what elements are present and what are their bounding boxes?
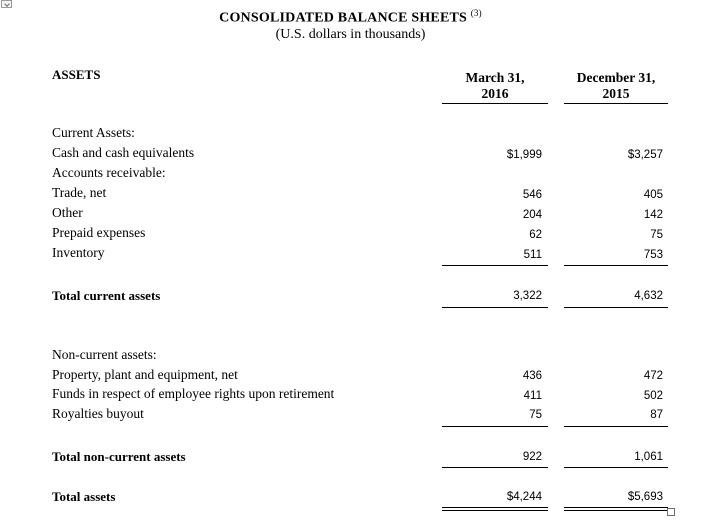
- value-total-noncurrent-2015: 1,061: [634, 451, 663, 463]
- row-label-inventory: Inventory: [52, 245, 105, 260]
- double-rule-bottom: [442, 510, 548, 511]
- value-other-2016: 204: [522, 209, 542, 221]
- title-footnote-ref: (3): [470, 8, 482, 18]
- document-subtitle: (U.S. dollars in thousands): [275, 27, 426, 42]
- value-total-current-2016: 3,322: [513, 290, 542, 302]
- value-royalties-2016: 75: [529, 409, 542, 421]
- total-rule: [442, 307, 548, 308]
- noncurrent-assets-heading: Non-current assets:: [52, 347, 157, 362]
- row-label-total-assets: Total assets: [52, 489, 116, 504]
- value-prepaid-2015: 75: [650, 229, 663, 241]
- subtotal-rule: [564, 426, 668, 427]
- value-total-assets-2016: $4,244: [506, 491, 542, 503]
- section-heading-assets: ASSETS: [52, 67, 101, 82]
- value-trade-2016: 546: [522, 189, 542, 201]
- row-label-total-noncurrent-assets: Total non-current assets: [52, 449, 186, 464]
- document-title: CONSOLIDATED BALANCE SHEETS $^{(3)}$: [219, 8, 482, 26]
- double-rule-top: [442, 507, 548, 508]
- value-other-2015: 142: [643, 209, 663, 221]
- anchor-icon: [1, 0, 12, 8]
- column-header-rule: [564, 103, 668, 104]
- row-label-employee-funds: Funds in respect of employee rights upon retirement: [52, 386, 335, 401]
- row-label-royalties: Royalties buyout: [52, 406, 144, 421]
- value-cash-2015: $3,257: [627, 149, 663, 161]
- total-rule: [564, 467, 668, 468]
- subtotal-rule: [442, 265, 548, 266]
- row-label-trade: Trade, net: [52, 185, 107, 200]
- row-label-total-current-assets: Total current assets: [52, 288, 161, 303]
- value-ppe-2015: 472: [643, 370, 663, 382]
- value-total-assets-2015: $5,693: [627, 491, 663, 503]
- double-rule-top: [564, 507, 668, 508]
- value-inventory-2016: 511: [523, 249, 542, 261]
- row-label-ppe: Property, plant and equipment, net: [52, 367, 238, 382]
- subtotal-rule: [564, 265, 668, 266]
- value-inventory-2015: 753: [643, 249, 663, 261]
- value-employee-funds-2016: 411: [523, 390, 542, 402]
- row-label-other: Other: [52, 205, 83, 220]
- value-employee-funds-2015: 502: [643, 390, 663, 402]
- column-header-march-2016: March 31, 2016: [465, 70, 525, 101]
- column-header-dec-2015: December 31, 2015: [576, 70, 656, 101]
- value-ppe-2016: 436: [522, 370, 542, 382]
- accounts-receivable-heading: Accounts receivable:: [52, 165, 166, 180]
- current-assets-heading: Current Assets:: [52, 125, 135, 140]
- double-rule-bottom: [564, 510, 668, 511]
- value-total-current-2015: 4,632: [634, 290, 663, 302]
- row-label-prepaid: Prepaid expenses: [52, 225, 146, 240]
- total-rule: [564, 307, 668, 308]
- column-header-rule: [442, 103, 548, 104]
- total-rule: [442, 467, 548, 468]
- resize-handle[interactable]: [667, 508, 675, 516]
- value-royalties-2015: 87: [650, 409, 663, 421]
- value-cash-2016: $1,999: [506, 149, 542, 161]
- value-prepaid-2016: 62: [529, 229, 542, 241]
- subtotal-rule: [442, 426, 548, 427]
- row-label-cash: Cash and cash equivalents: [52, 145, 195, 160]
- value-total-noncurrent-2016: 922: [522, 451, 542, 463]
- value-trade-2015: 405: [643, 189, 663, 201]
